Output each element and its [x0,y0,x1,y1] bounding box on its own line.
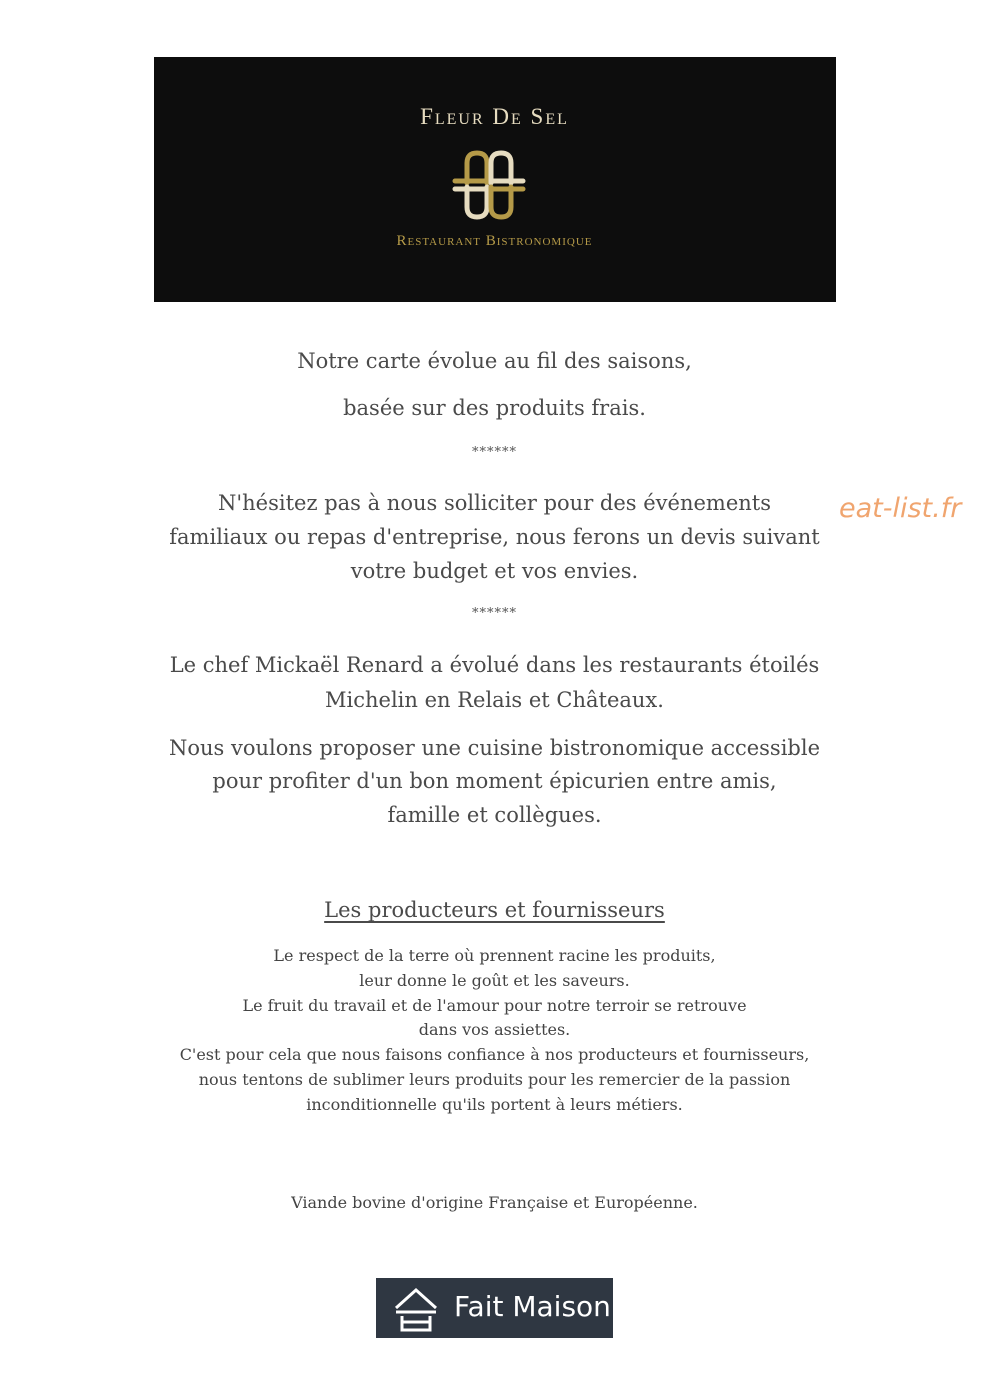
fait-maison-label: Fait Maison [454,1290,611,1323]
separator: ****** [472,606,517,621]
producers-text: nous tentons de sublimer leurs produits pour les remercier de la passion [198,1070,791,1089]
producers-text: Le fruit du travail et de l'amour pour notre terroir se retrouve [242,996,747,1015]
cuisine-text: famille et collègues. [387,803,602,827]
cuisine-text: pour profiter d'un bon moment épicurien entre amis, [212,769,777,793]
watermark: eat-list.fr [839,493,962,524]
brand-tagline: Restaurant Bistronomique [396,233,593,249]
cuisine-text: Nous voulons proposer une cuisine bistronomique accessible [168,736,821,760]
fait-maison-badge [376,1278,613,1338]
separator: ****** [472,445,517,460]
brand-name: Fleur De Sel [420,104,569,129]
house-roof-icon [392,1286,440,1332]
origin-note: Viande bovine d'origine Française et Européenne. [291,1193,698,1212]
chef-text: Le chef Mickaël Renard a évolué dans les restaurants étoilés [169,653,820,677]
fleur-de-sel-logo-icon [451,149,527,221]
events-text: N'hésitez pas à nous solliciter pour des événements [218,491,771,515]
producers-text: inconditionnelle qu'ils portent à leurs métiers. [306,1095,683,1114]
events-text: votre budget et vos envies. [350,559,639,583]
intro-line: Notre carte évolue au fil des saisons, [297,349,692,373]
events-text: familiaux ou repas d'entreprise, nous ferons un devis suivant [169,525,820,549]
producers-text: leur donne le goût et les saveurs. [359,971,630,990]
producers-title: Les producteurs et fournisseurs [324,898,665,922]
intro-line: basée sur des produits frais. [343,396,646,420]
chef-text: Michelin en Relais et Châteaux. [325,688,664,712]
producers-text: dans vos assiettes. [418,1020,571,1039]
producers-text: Le respect de la terre où prennent racine les produits, [273,946,716,965]
producers-text: C'est pour cela que nous faisons confiance à nos producteurs et fournisseurs, [179,1045,810,1064]
